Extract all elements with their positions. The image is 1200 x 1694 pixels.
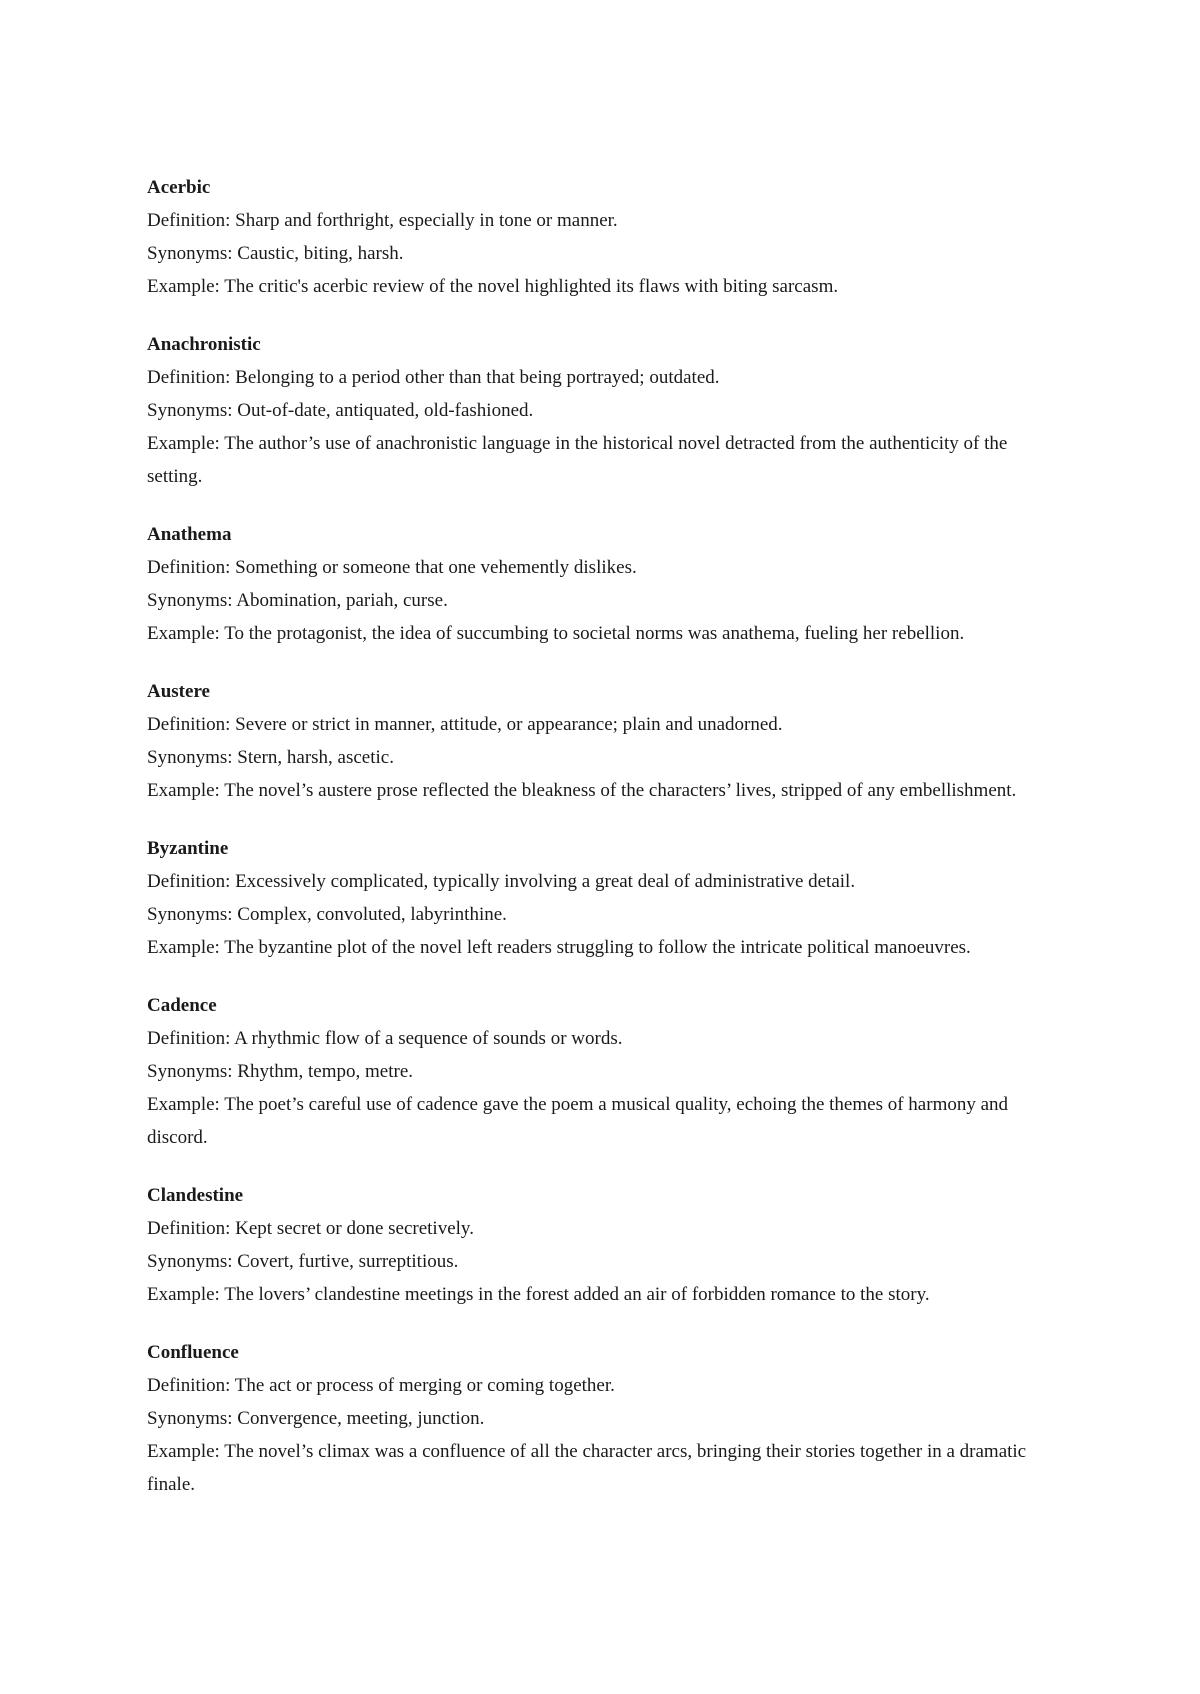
example-label: Example : — [147, 276, 224, 297]
definition-line — [147, 708, 1067, 741]
definition-text: Severe or strict in manner, attitude, or appearance; plain and unadorned. — [235, 714, 783, 735]
synonyms-text: Rhythm, tempo, metre. — [237, 1061, 414, 1082]
synonyms-text: Out-of-date, antiquated, old-fashioned. — [237, 400, 534, 421]
example-text: The novel’s austere prose reflected the bleakness of the characters’ lives, stripped of any embellishment. — [224, 780, 1017, 801]
synonyms-line — [147, 1245, 1067, 1278]
example-line — [147, 1088, 1067, 1154]
example-label: Example : — [147, 1284, 224, 1305]
definition-line — [147, 1212, 1067, 1245]
definition-line — [147, 1369, 1067, 1402]
glossary-page — [147, 171, 1067, 1526]
synonyms-label: Synonyms : — [147, 904, 237, 925]
definition-line — [147, 361, 1067, 394]
glossary-entry — [147, 171, 1067, 303]
definition-line — [147, 865, 1067, 898]
definition-line — [147, 1022, 1067, 1055]
term-heading: Cadence — [147, 995, 217, 1016]
definition-line — [147, 551, 1067, 584]
synonyms-text: Abomination, pariah, curse. — [236, 590, 448, 611]
definition-text: Something or someone that one vehemently dislikes. — [235, 557, 637, 578]
synonyms-text: Covert, furtive, surreptitious. — [237, 1251, 459, 1272]
synonyms-line — [147, 741, 1067, 774]
glossary-entry — [147, 832, 1067, 964]
example-text: The novel’s climax was a confluence of all the character arcs, bringing their stories together in a dramatic finale. — [147, 1441, 1027, 1495]
definition-text: Excessively complicated, typically involving a great deal of administrative detail. — [235, 871, 856, 892]
example-label: Example : — [147, 780, 224, 801]
synonyms-label: Synonyms : — [147, 1408, 237, 1429]
definition-text: Sharp and forthright, especially in tone or manner. — [235, 210, 618, 231]
example-text: The poet’s careful use of cadence gave the poem a musical quality, echoing the themes of harmony and discord. — [147, 1094, 1009, 1148]
definition-label: Definition : — [147, 871, 235, 892]
example-text: The critic's acerbic review of the novel highlighted its flaws with biting sarcasm. — [224, 276, 839, 297]
definition-label: Definition : — [147, 1218, 235, 1239]
synonyms-label: Synonyms : — [147, 243, 237, 264]
example-line — [147, 427, 1067, 493]
term-heading: Acerbic — [147, 177, 211, 198]
example-line — [147, 270, 1067, 303]
definition-text: Belonging to a period other than that being portrayed; outdated. — [235, 367, 720, 388]
synonyms-label: Synonyms : — [147, 1251, 237, 1272]
example-line — [147, 931, 1067, 964]
definition-label: Definition : — [147, 1375, 235, 1396]
definition-text: A rhythmic flow of a sequence of sounds or words. — [234, 1028, 623, 1049]
example-line — [147, 1435, 1067, 1501]
term-heading: Anathema — [147, 524, 232, 545]
example-line — [147, 617, 1067, 650]
glossary-entry — [147, 518, 1067, 650]
definition-label: Definition : — [147, 714, 235, 735]
synonyms-label: Synonyms : — [147, 747, 237, 768]
synonyms-line — [147, 1055, 1067, 1088]
term-heading: Austere — [147, 681, 210, 702]
definition-text: Kept secret or done secretively. — [235, 1218, 474, 1239]
example-text: The lovers’ clandestine meetings in the forest added an air of forbidden romance to the story. — [224, 1284, 930, 1305]
synonyms-label: Synonyms : — [147, 1061, 237, 1082]
synonyms-text: Convergence, meeting, junction. — [237, 1408, 485, 1429]
synonyms-text: Complex, convoluted, labyrinthine. — [237, 904, 507, 925]
example-line — [147, 1278, 1067, 1311]
glossary-entry — [147, 1179, 1067, 1311]
definition-label: Definition : — [147, 557, 235, 578]
definition-label: Definition : — [147, 367, 235, 388]
glossary-entry — [147, 989, 1067, 1154]
synonyms-text: Caustic, biting, harsh. — [237, 243, 404, 264]
synonyms-line — [147, 584, 1067, 617]
example-line — [147, 774, 1067, 807]
definition-label: Definition : — [147, 1028, 234, 1049]
synonyms-line — [147, 1402, 1067, 1435]
glossary-entry — [147, 328, 1067, 493]
term-heading: Confluence — [147, 1342, 239, 1363]
synonyms-line — [147, 394, 1067, 427]
term-heading: Byzantine — [147, 838, 229, 859]
synonyms-label: Synonyms : — [147, 590, 236, 611]
example-label: Example : — [147, 1094, 224, 1115]
definition-line — [147, 204, 1067, 237]
synonyms-line — [147, 237, 1067, 270]
example-text: The byzantine plot of the novel left readers struggling to follow the intricate political manoeuvres. — [224, 937, 971, 958]
synonyms-line — [147, 898, 1067, 931]
definition-label: Definition : — [147, 210, 235, 231]
example-label: Example : — [147, 937, 224, 958]
term-heading: Clandestine — [147, 1185, 244, 1206]
synonyms-text: Stern, harsh, ascetic. — [237, 747, 394, 768]
glossary-entry — [147, 1336, 1067, 1501]
example-text: The author’s use of anachronistic language in the historical novel detracted from the authenticity of the setting. — [147, 433, 1008, 487]
term-heading: Anachronistic — [147, 334, 261, 355]
definition-text: The act or process of merging or coming together. — [234, 1375, 615, 1396]
example-label: Example : — [147, 623, 224, 644]
example-label: Example : — [147, 1441, 224, 1462]
example-label: Example : — [147, 433, 224, 454]
synonyms-label: Synonyms : — [147, 400, 237, 421]
example-text: To the protagonist, the idea of succumbing to societal norms was anathema, fueling her rebellion. — [224, 623, 965, 644]
glossary-entry — [147, 675, 1067, 807]
